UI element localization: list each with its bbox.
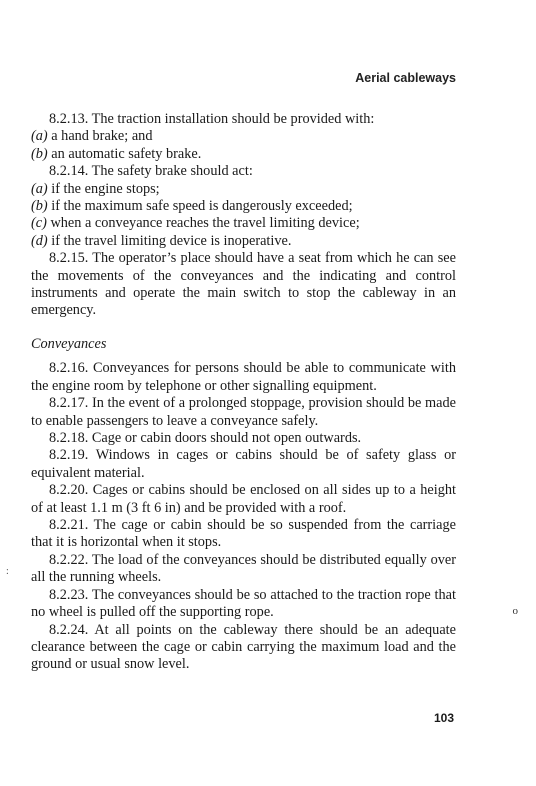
- paragraph-8-2-19: 8.2.19. Windows in cages or cabins should be of safety glass or equivalent material.: [31, 447, 456, 481]
- list-item: (a) a hand brake; and: [31, 128, 153, 145]
- paragraph-8-2-16: 8.2.16. Conveyances for persons should be able to communicate with the engine room by telephone or other signalling equipment.: [31, 360, 456, 394]
- paragraph-8-2-14: 8.2.14. The safety brake should act:: [49, 163, 253, 180]
- section-conveyances: [31, 336, 456, 674]
- margin-dot-mark: :: [6, 566, 9, 577]
- list-item: (c) when a conveyance reaches the travel limiting device;: [31, 215, 360, 232]
- paragraph-8-2-23: 8.2.23. The conveyances should be so attached to the traction rope that no wheel is pulled off the supporting rope.: [31, 586, 456, 621]
- page-number: 103: [433, 711, 454, 725]
- section-heading: Conveyances: [31, 336, 107, 352]
- paragraph-8-2-13: 8.2.13. The traction installation should be provided with:: [49, 111, 375, 127]
- list-item: (b) an automatic safety brake.: [31, 145, 202, 162]
- list-item: (b) if the maximum safe speed is dangerously exceeded;: [31, 198, 353, 215]
- paragraph-8-2-20: 8.2.20. Cages or cabins should be enclosed on all sides up to a height of at least 1.1 m (3 ft 6 in) and be provided with a roof.: [31, 482, 456, 516]
- paragraph-8-2-15: 8.2.15. The operator’s place should have a seat from which he can see the movements of the conveyances and the indicating and control instruments and operate the main switch to stop the cableway in an emergency.: [31, 250, 456, 319]
- list-item: (d) if the travel limiting device is inoperative.: [31, 232, 292, 249]
- margin-circle-mark: o: [512, 605, 518, 617]
- paragraph-8-2-22: 8.2.22. The load of the conveyances should be distributed equally over all the running wheels.: [31, 551, 456, 586]
- section-8-2-13-to-15: [31, 111, 456, 320]
- paragraph-8-2-21: 8.2.21. The cage or cabin should be so suspended from the carriage that it is horizontal when it stops.: [31, 517, 456, 551]
- list-item: (a) if the engine stops;: [31, 180, 160, 197]
- paragraph-8-2-17: 8.2.17. In the event of a prolonged stoppage, provision should be made to enable passengers to leave a conveyance safely.: [31, 395, 456, 429]
- paragraph-8-2-24: 8.2.24. At all points on the cableway there should be an adequate clearance between the cage or cabin carrying the maximum load and the ground or usual snow level.: [31, 621, 456, 673]
- running-header: Aerial cableways: [355, 71, 456, 85]
- paragraph-8-2-18: 8.2.18. Cage or cabin doors should not open outwards.: [49, 430, 362, 447]
